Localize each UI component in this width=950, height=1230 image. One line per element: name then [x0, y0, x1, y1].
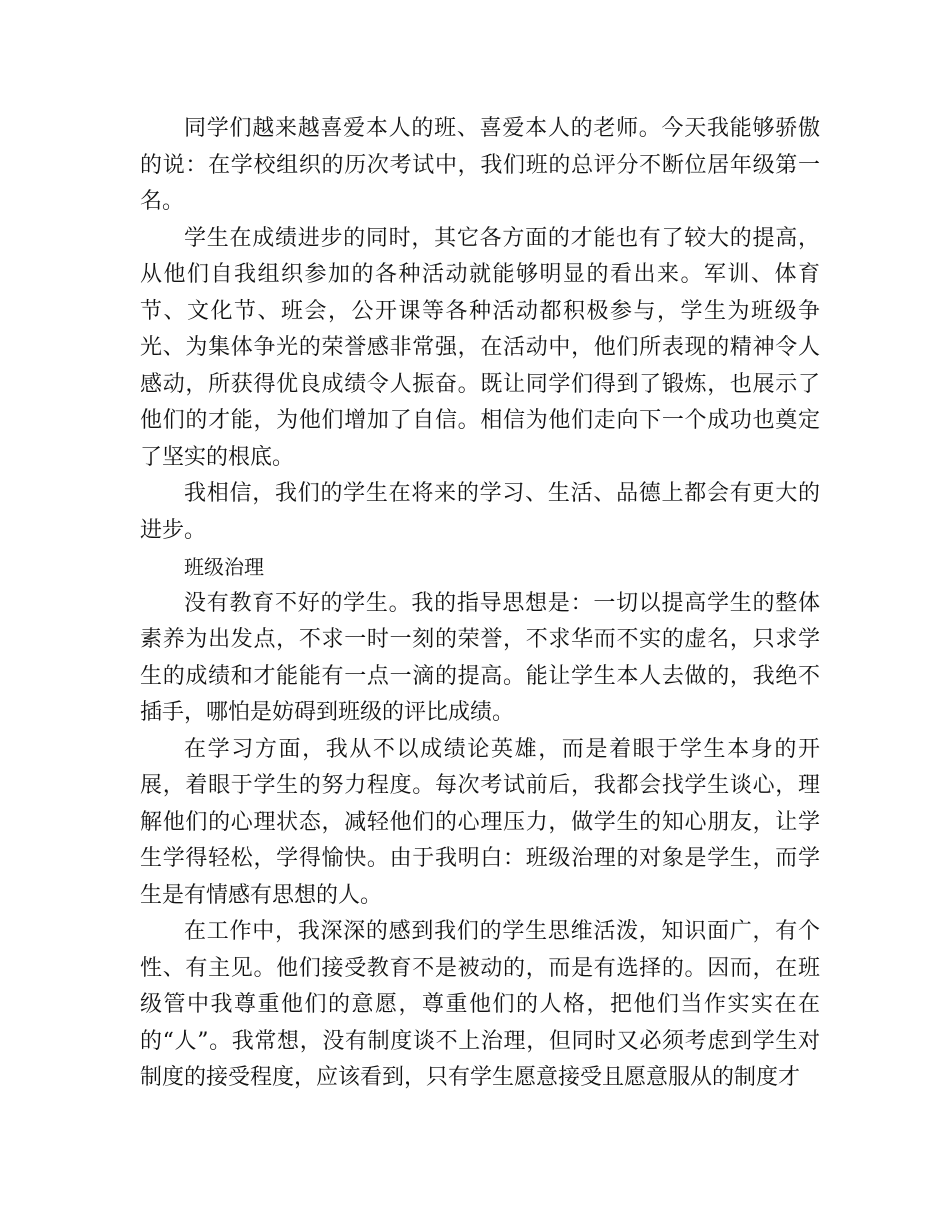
paragraph: 没有教育不好的学生。我的指导思想是：一切以提高学生的整体素养为出发点，不求一时一刻的荣誉，不求华而不实的虚名，只求学生的成绩和才能能有一点一滴的提高。能让学生本人去做的，我绝不插手，哪怕是妨碍到班级的评比成绩。	[140, 590, 820, 725]
section-heading: 班级治理	[184, 555, 264, 579]
paragraph: 在学习方面，我从不以成绩论英雄，而是着眼于学生本身的开展，着眼于学生的努力程度。每次考试前后，我都会找学生谈心，理解他们的心理状态，减轻他们的心理压力，做学生的知心朋友，让学生学得轻松，学得愉快。由于我明白：班级治理的对象是学生，而学生是有情感有思想的人。	[140, 736, 820, 908]
paragraph: 我相信，我们的学生在将来的学习、生活、品德上都会有更大的进步。	[140, 481, 820, 543]
document-body	[140, 111, 820, 1097]
paragraph: 在工作中，我深深的感到我们的学生思维活泼，知识面广，有个性、有主见。他们接受教育不是被动的，而是有选择的。因而，在班级管中我尊重他们的意愿，尊重他们的人格，把他们当作实实在在的“人”。我常想，没有制度谈不上治理，但同时又必须考虑到学生对制度的接受程度，应该看到，只有学生愿意接受且愿意服从的制度才	[140, 919, 820, 1090]
paragraph: 学生在成绩进步的同时，其它各方面的才能也有了较大的提高，从他们自我组织参加的各种活动就能够明显的看出来。军训、体育节、文化节、班会，公开课等各种活动都积极参与，学生为班级争光、为集体争光的荣誉感非常强，在活动中，他们所表现的精神令人感动，所获得优良成绩令人振奋。既让同学们得到了锻炼，也展示了他们的才能，为他们增加了自信。相信为他们走向下一个成功也奠定了坚实的根底。	[140, 225, 820, 470]
paragraph: 同学们越来越喜爱本人的班、喜爱本人的老师。今天我能够骄傲的说：在学校组织的历次考试中，我们班的总评分不断位居年级第一名。	[140, 116, 820, 214]
